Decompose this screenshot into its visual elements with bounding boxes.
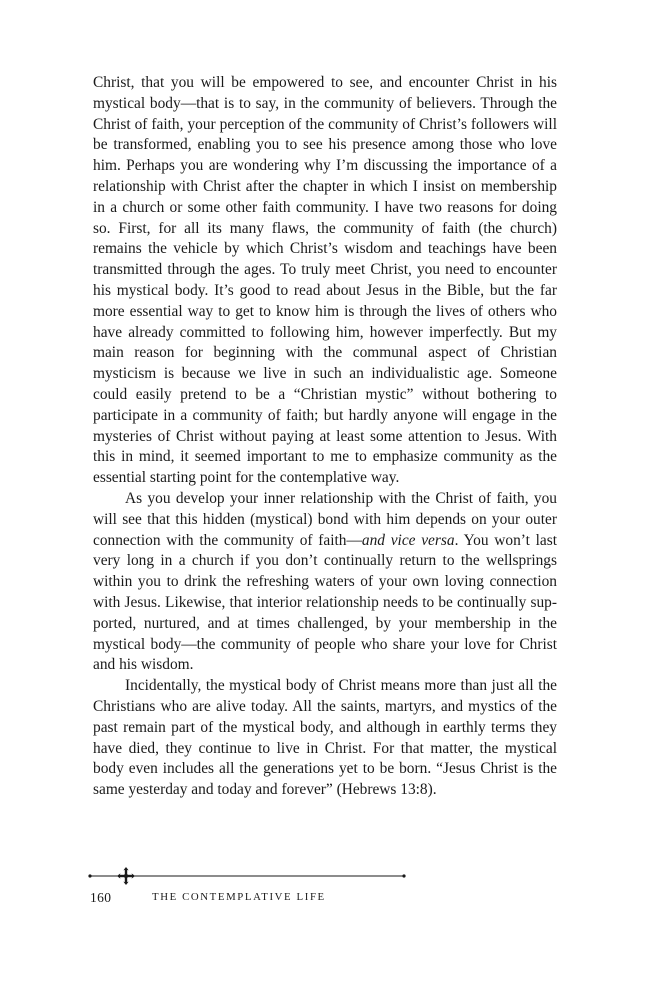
- paragraph-2-text-after: . You won’t last very long in a church if you don’t continually return to the wellsprings within you to drink the refreshing waters of your own loving connection with Jesus. Likewise, that interior relationship needs to be continually supported, nurtured, and at times challenged, by your membership in the mystical body—the community of people who share your love for Christ and his wisdom.: [93, 531, 558, 674]
- paragraph-1: Christ, that you will be empowered to see, and encounter Christ in his mystical body—that is to say, in the community of believers. Through the Christ of faith, your perception of the community of Christ’s followers will be transformed, enabling you to see his presence among those who love him. Perhaps you are wondering why I’m discussing the importance of a relationship with Christ after the chapter in which I insist on membership in a church or some other faith community. I have two reasons for doing so. First, for all its many flaws, the community of faith (the church) remains the vehicle by which Christ’s wisdom and teachings have been transmitted through the ages. To truly meet Christ, you need to encounter his mystical body. It’s good to read about Jesus in the Bible, but the far more essential way to get to know him is through the lives of others who have already committed to following him, however imperfectly. But my main reason for beginning with the communal aspect of Christian mysticism is because we live in such an individualistic age. Someone could easily pretend to be a “Christian mystic” without bothering to participate in a community of faith; but hardly anyone will engage in the mysteries of Christ without paying at least some attention to Jesus. With this in mind, it seemed important to me to emphasize community as the essential starting point for the contemplative way.: [93, 74, 557, 487]
- paragraph-2: [93, 489, 557, 676]
- paragraph-2-italic-phrase: and vice versa: [361, 531, 455, 549]
- page-number: 160: [90, 890, 112, 905]
- paragraph-3: Incidentally, the mystical body of Christ means more than just all the Christians who are alive today. All the saints, martyrs, and mystics of the past remain part of the mystical body, and although in earthly terms they have died, they continue to live in Christ. For that matter, the mystical body even includes all the generations yet to be born. “Jesus Christ is the same yesterday and today and forever” (Hebrews 13:8).: [93, 677, 557, 799]
- rule-dot-right: [402, 874, 405, 877]
- ornamental-rule: [88, 867, 406, 885]
- page-footer: [90, 890, 490, 910]
- body-text: [93, 73, 557, 801]
- rule-dot-left: [88, 874, 91, 877]
- cross-fleury-ornament-icon: [117, 867, 135, 885]
- paragraph-2-text-before: As you develop your inner relationship with the Christ of faith, you will see that this hidden (mystical) bond with him depends on your outer connection with the community of faith—: [93, 489, 557, 549]
- running-head: THE CONTEMPLATIVE LIFE: [152, 891, 326, 903]
